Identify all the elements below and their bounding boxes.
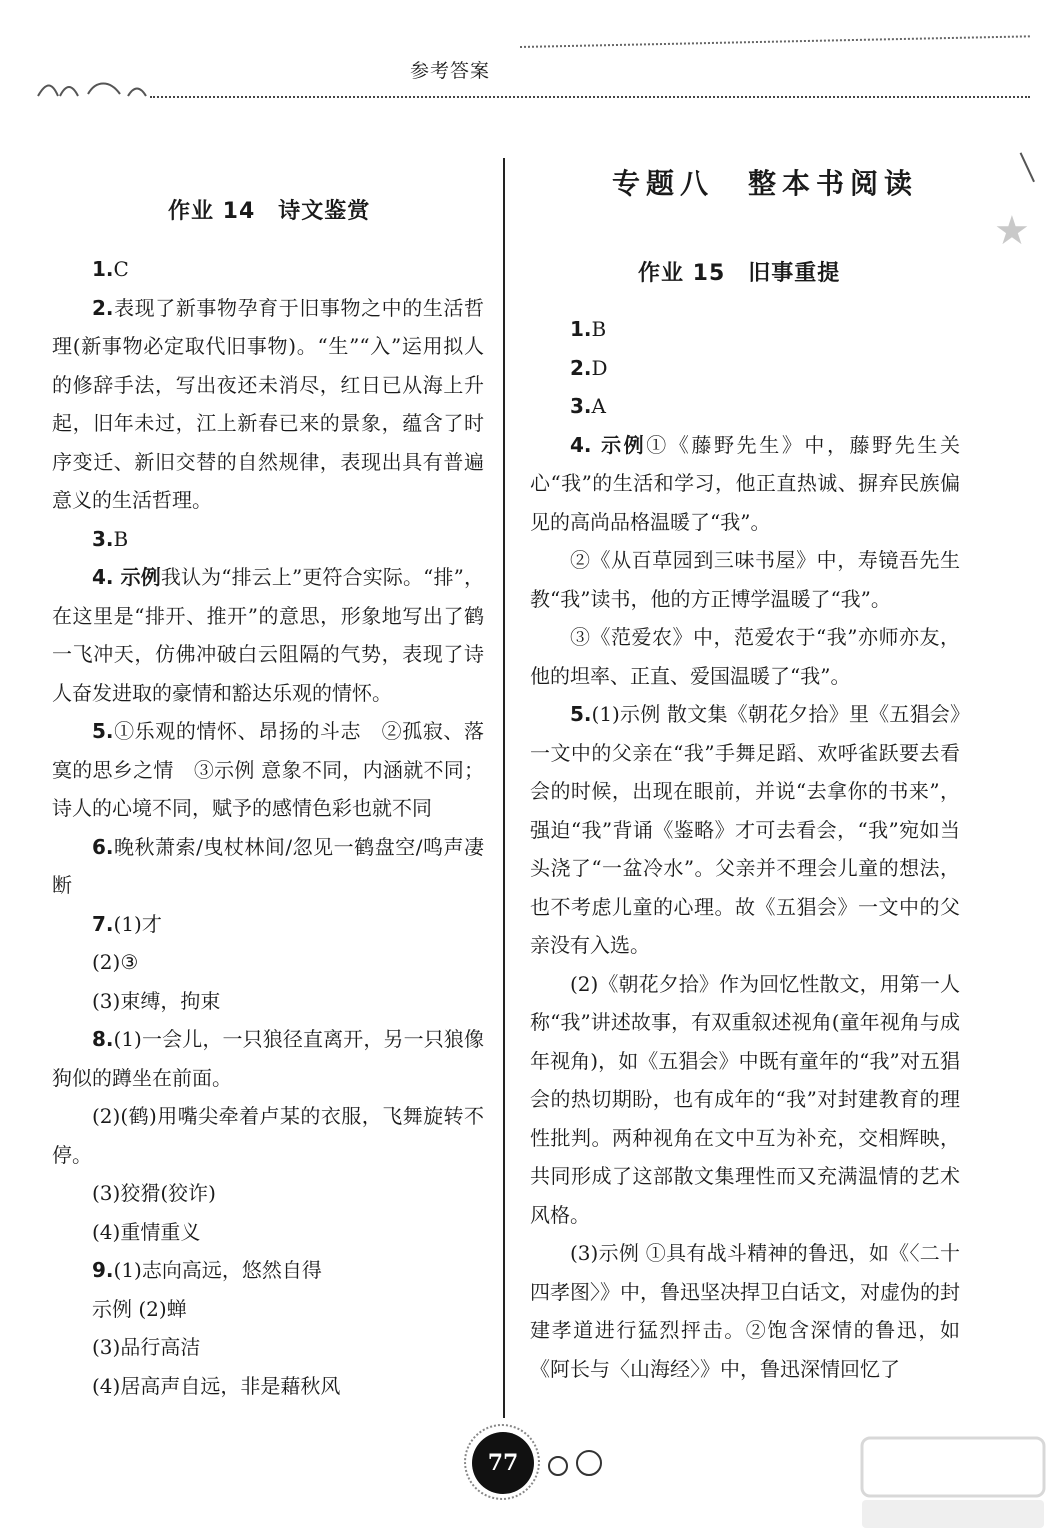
left-column xyxy=(52,250,484,1405)
answer-text: (1)才 xyxy=(113,911,162,936)
answer-text: ①乐观的情怀、昂扬的斗志 ②孤寂、落寞的思乡之情 ③示例 意象不同，内涵就不同；诗人的心境不同，赋予的感情色彩也就不同 xyxy=(52,719,484,820)
answer-number: 2. xyxy=(92,295,114,320)
answer-number: 7. xyxy=(92,911,114,936)
header-dotted-line-top xyxy=(520,35,1030,48)
answer-text: (3)狡猾(狡诈) xyxy=(92,1181,216,1205)
header-decoration-icon xyxy=(36,78,156,100)
answer-number: 5. xyxy=(570,702,592,726)
left-answer-item xyxy=(52,943,484,982)
homework-15-title: 作业 15 旧事重提 xyxy=(638,261,841,286)
right-answer-item xyxy=(530,695,960,965)
right-answer-item xyxy=(530,541,960,618)
answer-number: 4. 示例 xyxy=(92,565,161,589)
left-answer-item xyxy=(52,1290,484,1329)
answer-number: 6. xyxy=(92,834,114,859)
small-circle-icon xyxy=(548,1456,568,1476)
answer-text: A xyxy=(591,394,606,418)
circle-icon xyxy=(576,1450,602,1476)
answer-text: D xyxy=(591,355,608,380)
left-answer-item xyxy=(52,1174,484,1213)
answer-text: (4)重情重义 xyxy=(92,1219,201,1244)
answer-text: (3)束缚，拘束 xyxy=(92,988,221,1013)
page-number: 77 xyxy=(472,1432,534,1494)
answer-number: 1. xyxy=(570,317,592,341)
topic-title: 专题八 整本书阅读 xyxy=(612,167,919,200)
answer-text: 晚秋萧索/曳杖林间/忽见一鹤盘空/鸣声凄断 xyxy=(52,834,484,897)
left-answer-item xyxy=(52,1367,484,1406)
header-title: 参考答案 xyxy=(410,60,491,82)
answer-text: (2)《朝花夕拾》作为回忆性散文，用第一人称“我”讲述故事，有双重叙述视角(童年视角与成年视角)，如《五猖会》中既有童年的“我”对五猖会的热切期盼，也有成年的“我”对封建教育的理性批判。两种视角在文中互为补充，交相辉映，共同形成了这部散文集理性而又充满温情的艺术风格。 xyxy=(530,971,960,1227)
right-answer-item xyxy=(530,965,960,1235)
star-icon: ★ xyxy=(994,208,1030,254)
homework-14-title: 作业 14 诗文鉴赏 xyxy=(168,199,371,224)
answer-text: ②《从百草园到三味书屋》中，寿镜吾先生教“我”读书，他的方正博学温暖了“我”。 xyxy=(530,548,960,611)
left-answer-item xyxy=(52,250,484,289)
left-answer-item xyxy=(52,1020,484,1097)
answer-number: 3. xyxy=(92,526,114,551)
answer-text: 我认为“排云上”更符合实际。“排”，在这里是“排开、推开”的意思，形象地写出了鹤一飞冲天，仿佛冲破白云阻隔的气势，表现了诗人奋发进取的豪情和豁达乐观的情怀。 xyxy=(52,565,484,705)
right-answer-item xyxy=(530,387,960,426)
left-answer-item xyxy=(52,1097,484,1174)
answer-text: ③《范爱农》中，范爱农于“我”亦师亦友，他的坦率、正直、爱国温暖了“我”。 xyxy=(530,625,960,688)
answer-text: B xyxy=(591,317,607,341)
answer-text: (3)品行高洁 xyxy=(92,1335,201,1359)
right-answer-item xyxy=(530,310,960,349)
answer-text: (2)(鹤)用嘴尖牵着卢某的衣服，飞舞旋转不停。 xyxy=(52,1104,484,1167)
answer-text: B xyxy=(113,526,129,551)
left-answer-item xyxy=(52,1251,484,1290)
answer-text: (1)示例 散文集《朝花夕拾》里《五猖会》一文中的父亲在“我”手舞足蹈、欢呼雀跃要去看会的时候，出现在眼前，并说“去拿你的书来”，强迫“我”背诵《鉴略》才可去看会，“我”宛如当头浇了“一盆冷水”。父亲并不理会儿童的想法，也不考虑儿童的心理。故《五猖会》一文中的父亲没有入选。 xyxy=(530,702,960,957)
right-answer-item xyxy=(530,349,960,388)
answer-text: 示例 (2)蝉 xyxy=(92,1296,187,1321)
answer-number: 2. xyxy=(570,355,592,380)
answer-number: 1. xyxy=(92,257,114,281)
left-answer-item xyxy=(52,905,484,944)
answer-text: (1)一会儿，一只狼径直离开，另一只狼像狗似的蹲坐在前面。 xyxy=(52,1027,484,1090)
left-answer-item xyxy=(52,1213,484,1252)
right-column xyxy=(530,310,960,1388)
header-dotted-line xyxy=(150,96,1030,98)
answer-number: 4. 示例 xyxy=(570,432,647,457)
answer-number: 8. xyxy=(92,1027,114,1051)
answer-text: (1)志向高远，悠然自得 xyxy=(113,1258,322,1282)
column-divider xyxy=(503,158,505,1418)
left-answer-item xyxy=(52,558,484,712)
left-answer-item xyxy=(52,712,484,828)
page-header xyxy=(0,0,1056,110)
answer-number: 3. xyxy=(570,394,592,418)
answer-number: 9. xyxy=(92,1258,114,1282)
edge-mark xyxy=(1020,150,1041,182)
left-answer-item xyxy=(52,520,484,559)
answer-text: (4)居高声自远，非是藉秋风 xyxy=(92,1373,341,1398)
right-answer-item xyxy=(530,426,960,542)
answer-text: (3)示例 ①具有战斗精神的鲁迅，如《〈二十四孝图〉》中，鲁迅坚决捍卫白话文，对虚伪的封建孝道进行猛烈抨击。②饱含深情的鲁迅，如《阿长与〈山海经〉》中，鲁迅深情回忆了 xyxy=(530,1241,960,1381)
answer-text: C xyxy=(113,257,129,281)
answer-text: 表现了新事物孕育于旧事物之中的生活哲理(新事物必定取代旧事物)。“生”“入”运用拟人的修辞手法，写出夜还未消尽，红日已从海上升起，旧年未过，江上新春已来的景象，蕴含了时序变迁、新旧交替的自然规律，表现出具有普遍意义的生活哲理。 xyxy=(52,295,484,512)
left-answer-item xyxy=(52,828,484,905)
left-answer-item xyxy=(52,289,484,520)
left-answer-item xyxy=(52,1328,484,1367)
right-answer-item xyxy=(530,618,960,695)
answer-number: 5. xyxy=(92,719,114,743)
left-answer-item xyxy=(52,982,484,1021)
right-answer-item xyxy=(530,1234,960,1388)
watermark-logo xyxy=(858,1434,1048,1532)
answer-text: ①《藤野先生》中，藤野先生关心“我”的生活和学习，他正直热诚、摒弃民族偏见的高尚品格温暖了“我”。 xyxy=(530,432,960,534)
answer-text: (2)③ xyxy=(92,950,139,974)
